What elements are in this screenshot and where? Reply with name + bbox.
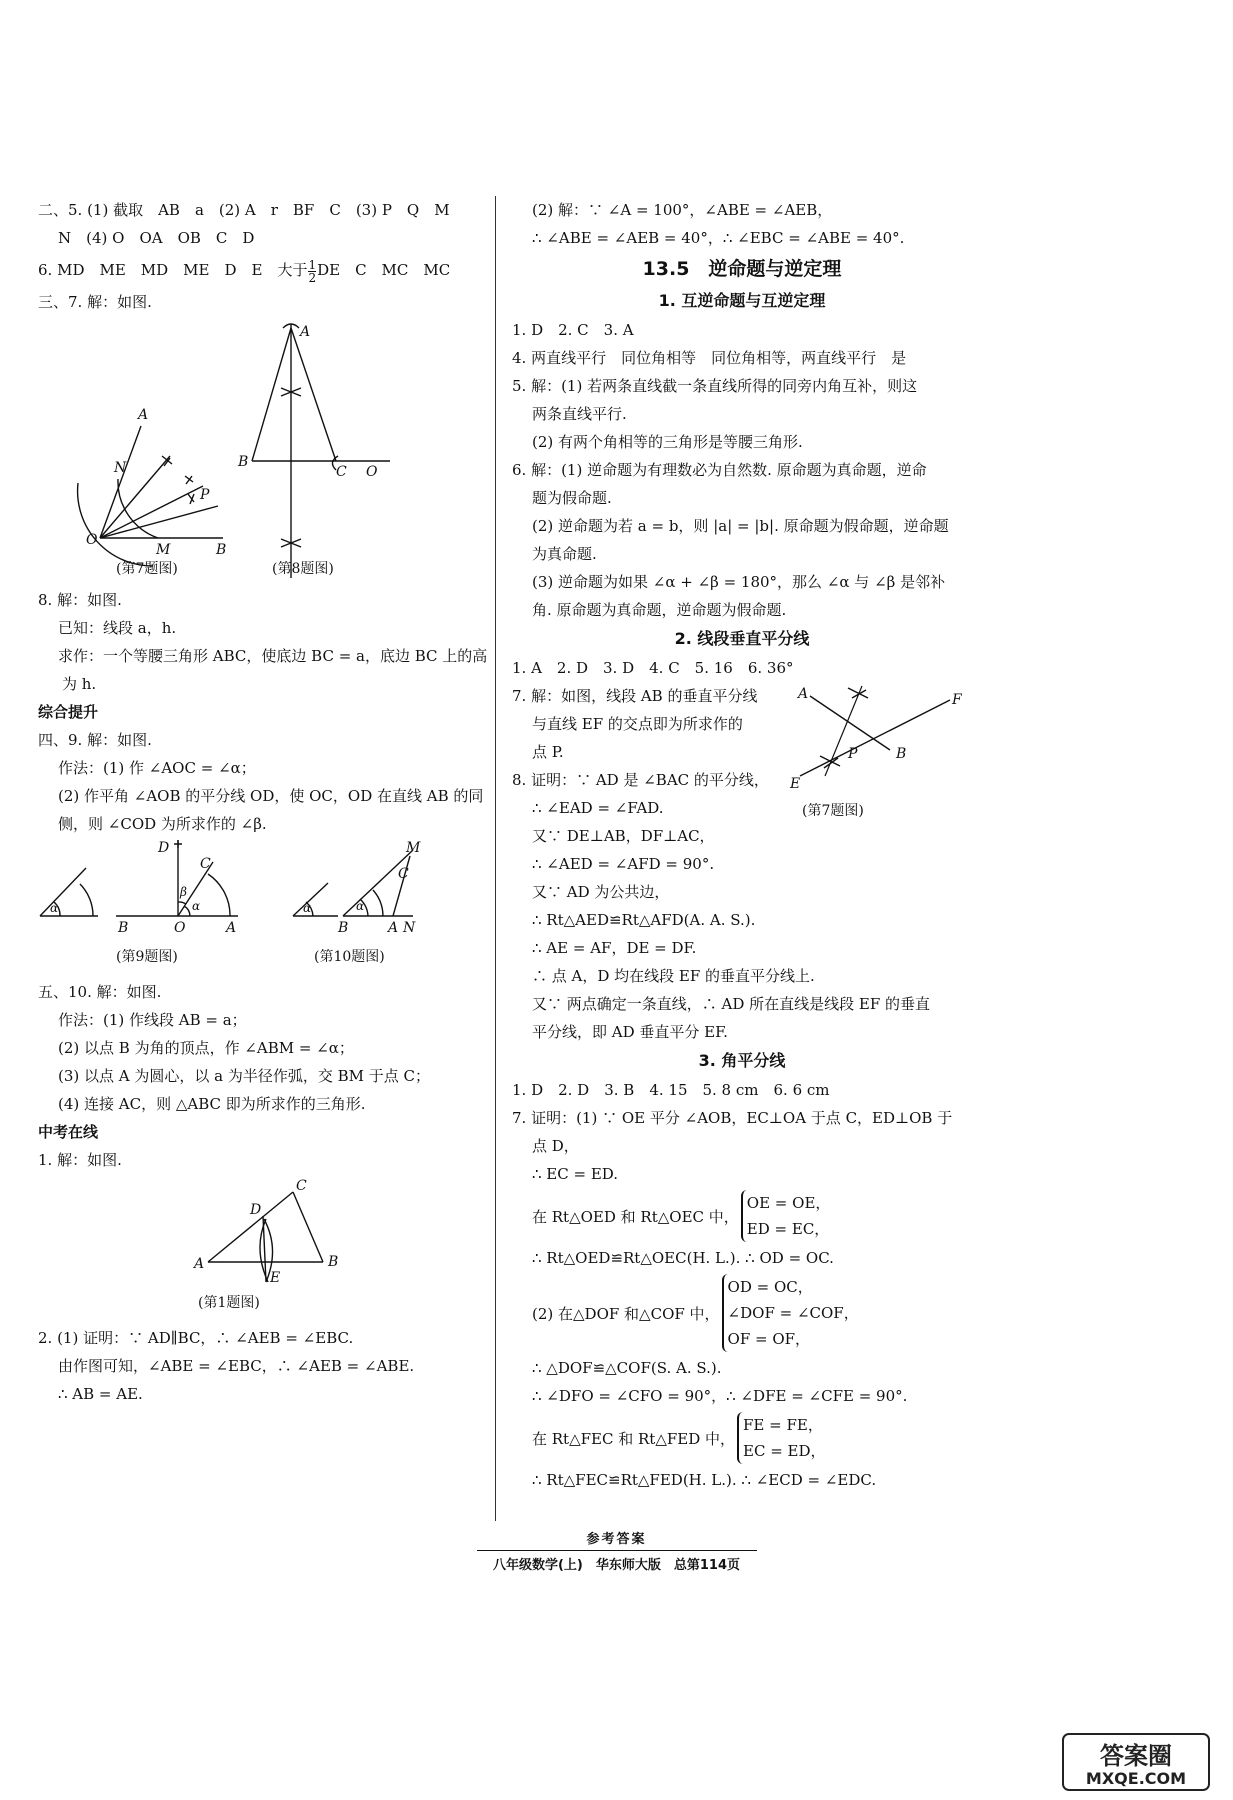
label-A-figr7: A bbox=[798, 686, 809, 702]
label-A-fig8: A bbox=[300, 324, 311, 340]
figure-caption: (第7题图) bbox=[802, 803, 864, 819]
figure-caption: (第8题图) bbox=[272, 561, 334, 577]
subsection-heading: 3. 角平分线 bbox=[698, 1051, 786, 1070]
figure-7-8-drawing bbox=[38, 316, 483, 586]
answer-line: 两条直线平行. bbox=[532, 405, 627, 423]
label-M-fig7: M bbox=[156, 542, 171, 558]
answer-line: 与直线 EF 的交点即为所求作的 bbox=[532, 715, 743, 733]
left-column bbox=[38, 196, 488, 1408]
question-7-block bbox=[512, 682, 972, 794]
answer-line: ∴ EC = ED. bbox=[532, 1165, 619, 1183]
answer-line: ∴ ∠EAD = ∠FAD. bbox=[532, 799, 664, 817]
equation-system bbox=[512, 1412, 972, 1464]
answer-line: ∴ △DOF≌△COF(S. A. S.). bbox=[532, 1359, 722, 1377]
answer-line: 2. (1) 证明：∵ AD∥BC，∴ ∠AEB = ∠EBC. bbox=[38, 1329, 354, 1347]
label-alpha2-fig10: α bbox=[356, 899, 365, 913]
answer-text: 在 Rt△FEC 和 Rt△FED 中， bbox=[532, 1429, 736, 1448]
figure-9-10-drawing bbox=[38, 838, 483, 978]
figure-9-10 bbox=[38, 838, 483, 978]
label-alpha-fig9: α bbox=[192, 899, 201, 913]
answer-line: 点 D， bbox=[532, 1137, 579, 1155]
answer-line: ∴ Rt△FEC≌Rt△FED(H. L.). ∴ ∠ECD = ∠EDC. bbox=[532, 1471, 877, 1489]
fraction-denominator: 2 bbox=[308, 270, 317, 285]
answer-line bbox=[38, 252, 483, 288]
answer-line: (2) 逆命题为若 a = b，则 |a| = |b|. 原命题为假命题，逆命题 bbox=[532, 517, 949, 535]
label-A-fig7: A bbox=[138, 407, 149, 423]
answer-line: 角. 原命题为真命题，逆命题为假命题. bbox=[532, 601, 787, 619]
label-B-figr7: B bbox=[896, 746, 907, 762]
right-column bbox=[512, 196, 972, 1494]
answer-line: 点 P. bbox=[532, 743, 564, 761]
footer-title: 参考答案 bbox=[586, 1532, 647, 1547]
answer-line: 求作：一个等腰三角形 ABC，使底边 BC = a，底边 BC 上的高 bbox=[58, 647, 488, 665]
figure-caption: (第1题图) bbox=[198, 1295, 260, 1311]
answer-line: (3) 以点 A 为圆心，以 a 为半径作弧，交 BM 于点 C； bbox=[58, 1067, 431, 1085]
answer-line: 5. 解：(1) 若两条直线截一条直线所得的同旁内角互补，则这 bbox=[512, 377, 918, 395]
answer-line: 8. 解：如图. bbox=[38, 591, 122, 609]
answer-line: 1. A 2. D 3. D 4. C 5. 16 6. 36° bbox=[512, 659, 794, 677]
answer-line: 7. 证明：(1) ∵ OE 平分 ∠AOB，EC⊥OA 于点 C，ED⊥OB 于 bbox=[512, 1109, 953, 1127]
watermark-text-bottom: MXQE.COM bbox=[1085, 1769, 1187, 1788]
answer-line: 又∵ 两点确定一条直线，∴ AD 所在直线是线段 EF 的垂直 bbox=[532, 995, 931, 1013]
figure-1-drawing bbox=[38, 1174, 483, 1324]
answer-line: 由作图可知，∠ABE = ∠EBC，∴ ∠AEB = ∠ABE. bbox=[58, 1357, 415, 1375]
label-F-figr7: F bbox=[952, 692, 962, 708]
system-line: ∠DOF = ∠COF， bbox=[727, 1304, 859, 1322]
watermark-logo bbox=[1061, 1732, 1211, 1792]
answer-line: 6. 解：(1) 逆命题为有理数必为自然数. 原命题为真命题，逆命 bbox=[512, 461, 927, 479]
footer-rule bbox=[477, 1550, 757, 1551]
figure-caption: (第7题图) bbox=[116, 561, 178, 577]
label-P-figr7: P bbox=[848, 746, 858, 762]
label-P-fig7: P bbox=[200, 487, 210, 503]
answer-line: ∴ ∠AED = ∠AFD = 90°. bbox=[532, 855, 715, 873]
answer-line: 1. 解：如图. bbox=[38, 1151, 122, 1169]
fraction bbox=[308, 259, 316, 284]
label-O-fig7: O bbox=[86, 532, 98, 548]
answer-text: 在 Rt△OED 和 Rt△OEC 中， bbox=[532, 1207, 739, 1226]
answer-line: 五、10. 解：如图. bbox=[38, 983, 162, 1001]
answer-text: (2) 在△DOF 和△COF 中， bbox=[532, 1304, 720, 1323]
answer-line: 三、7. 解：如图. bbox=[38, 293, 152, 311]
label-B-fig9: B bbox=[118, 920, 129, 936]
answer-line: 四、9. 解：如图. bbox=[38, 731, 152, 749]
section-heading: 中考在线 bbox=[38, 1123, 99, 1141]
answer-line: 1. D 2. D 3. B 4. 15 5. 8 cm 6. 6 cm bbox=[512, 1081, 830, 1099]
label-B-fig7: B bbox=[216, 542, 227, 558]
chapter-heading: 13.5 逆命题与逆定理 bbox=[642, 258, 842, 280]
label-O-fig8: O bbox=[366, 464, 378, 480]
answer-line: 题为假命题. bbox=[532, 489, 612, 507]
label-N-fig10: N bbox=[403, 920, 416, 936]
label-alpha-fig10: α bbox=[303, 901, 312, 915]
figure-r7-drawing bbox=[790, 678, 970, 792]
answer-line: 4. 两直线平行 同位角相等 同位角相等，两直线平行 是 bbox=[512, 349, 907, 367]
label-B-fig10: B bbox=[338, 920, 349, 936]
answer-line: ∴ 点 A，D 均在线段 EF 的垂直平分线上. bbox=[532, 967, 815, 985]
system-line: ED = EC， bbox=[746, 1220, 830, 1238]
answer-line: 作法：(1) 作 ∠AOC = ∠α； bbox=[58, 759, 256, 777]
fraction-numerator: 1 bbox=[308, 257, 317, 272]
label-M-fig10: M bbox=[406, 840, 421, 856]
system-line: EC = ED， bbox=[743, 1442, 826, 1460]
equation-system bbox=[512, 1190, 972, 1242]
label-O-fig9: O bbox=[174, 920, 186, 936]
answer-line: 为 h. bbox=[62, 675, 97, 693]
system-line: OF = OF， bbox=[727, 1330, 811, 1348]
answer-line: (2) 有两个角相等的三角形是等腰三角形. bbox=[532, 433, 803, 451]
answer-line: (2) 解：∵ ∠A = 100°，∠ABE = ∠AEB， bbox=[532, 201, 833, 219]
label-D-fig1: D bbox=[250, 1202, 262, 1218]
figure-caption: (第9题图) bbox=[116, 949, 178, 965]
answer-line: (2) 作平角 ∠AOB 的平分线 OD，使 OC，OD 在直线 AB 的同 bbox=[58, 787, 484, 805]
label-A-fig1: A bbox=[194, 1256, 205, 1272]
answer-line: ∴ Rt△OED≌Rt△OEC(H. L.). ∴ OD = OC. bbox=[532, 1249, 834, 1267]
label-B-fig8: B bbox=[238, 454, 249, 470]
figure-1 bbox=[38, 1174, 483, 1324]
subsection-heading: 2. 线段垂直平分线 bbox=[674, 629, 810, 648]
answer-line: (4) 连接 AC，则 △ABC 即为所求作的三角形. bbox=[58, 1095, 366, 1113]
system-line: FE = FE， bbox=[743, 1416, 823, 1434]
column-divider bbox=[495, 196, 496, 1521]
answer-text: 6. MD ME MD ME D E 大于 bbox=[38, 261, 308, 279]
answer-text: DE C MC MC bbox=[317, 261, 451, 279]
system-line: OD = OC， bbox=[727, 1278, 813, 1296]
label-B-fig1: B bbox=[328, 1254, 339, 1270]
label-beta: β bbox=[180, 885, 187, 899]
answer-line: 7. 解：如图，线段 AB 的垂直平分线 bbox=[512, 687, 758, 705]
answer-line: (3) 逆命题为如果 ∠α + ∠β = 180°，那么 ∠α 与 ∠β 是邻补 bbox=[532, 573, 946, 591]
label-D-fig9: D bbox=[158, 840, 170, 856]
answer-line: 1. D 2. C 3. A bbox=[512, 321, 634, 339]
answer-line: ∴ AB = AE. bbox=[58, 1385, 143, 1403]
answer-line: 已知：线段 a，h. bbox=[58, 619, 177, 637]
figure-caption: (第10题图) bbox=[314, 949, 385, 965]
system-line: OE = OE， bbox=[746, 1194, 831, 1212]
answer-line: 又∵ AD 为公共边， bbox=[532, 883, 670, 901]
label-C-fig9: C bbox=[200, 856, 211, 872]
answer-line: ∴ Rt△AED≌Rt△AFD(A. A. S.). bbox=[532, 911, 756, 929]
label-N-fig7: N bbox=[114, 460, 127, 476]
equation-system bbox=[512, 1274, 972, 1352]
figure-7-8 bbox=[38, 316, 483, 586]
label-E-fig1: E bbox=[270, 1270, 281, 1286]
answer-line: 侧，则 ∠COD 为所求作的 ∠β. bbox=[58, 815, 267, 833]
answer-line: 8. 证明：∵ AD 是 ∠BAC 的平分线， bbox=[512, 771, 769, 789]
answer-line: 为真命题. bbox=[532, 545, 597, 563]
answer-line: N (4) O OA OB C D bbox=[58, 229, 255, 247]
label-E-figr7: E bbox=[790, 776, 801, 792]
answer-line: ∴ AE = AF，DE = DF. bbox=[532, 939, 697, 957]
label-C-fig10: C bbox=[398, 866, 409, 882]
footer-subtitle: 八年级数学(上) 华东师大版 总第114页 bbox=[492, 1558, 741, 1573]
question-8-block bbox=[512, 794, 972, 822]
label-alpha: α bbox=[50, 901, 59, 915]
label-A-fig9: A bbox=[226, 920, 237, 936]
answer-line: (2) 以点 B 为角的顶点，作 ∠ABM = ∠α； bbox=[58, 1039, 354, 1057]
answer-line: 二、5. (1) 截取 AB a (2) A r BF C (3) P Q M bbox=[38, 201, 450, 219]
subsection-heading: 1. 互逆命题与互逆定理 bbox=[658, 291, 826, 310]
page-footer bbox=[0, 1528, 1233, 1573]
label-A-fig10: A bbox=[388, 920, 399, 936]
system-brace bbox=[737, 1412, 826, 1464]
system-brace bbox=[741, 1190, 831, 1242]
answer-line: 平分线，即 AD 垂直平分 EF. bbox=[532, 1023, 728, 1041]
system-brace bbox=[722, 1274, 859, 1352]
watermark-text-top: 答案圈 bbox=[1100, 1742, 1172, 1770]
answer-line: 又∵ DE⊥AB，DF⊥AC， bbox=[532, 827, 715, 845]
answer-line: 作法：(1) 作线段 AB = a； bbox=[58, 1011, 247, 1029]
label-C-fig1: C bbox=[296, 1178, 307, 1194]
answer-line: ∴ ∠ABE = ∠AEB = 40°，∴ ∠EBC = ∠ABE = 40°. bbox=[532, 229, 905, 247]
section-heading: 综合提升 bbox=[38, 703, 99, 721]
answer-line: ∴ ∠DFO = ∠CFO = 90°，∴ ∠DFE = ∠CFE = 90°. bbox=[532, 1387, 908, 1405]
label-C-fig8: C bbox=[336, 464, 347, 480]
